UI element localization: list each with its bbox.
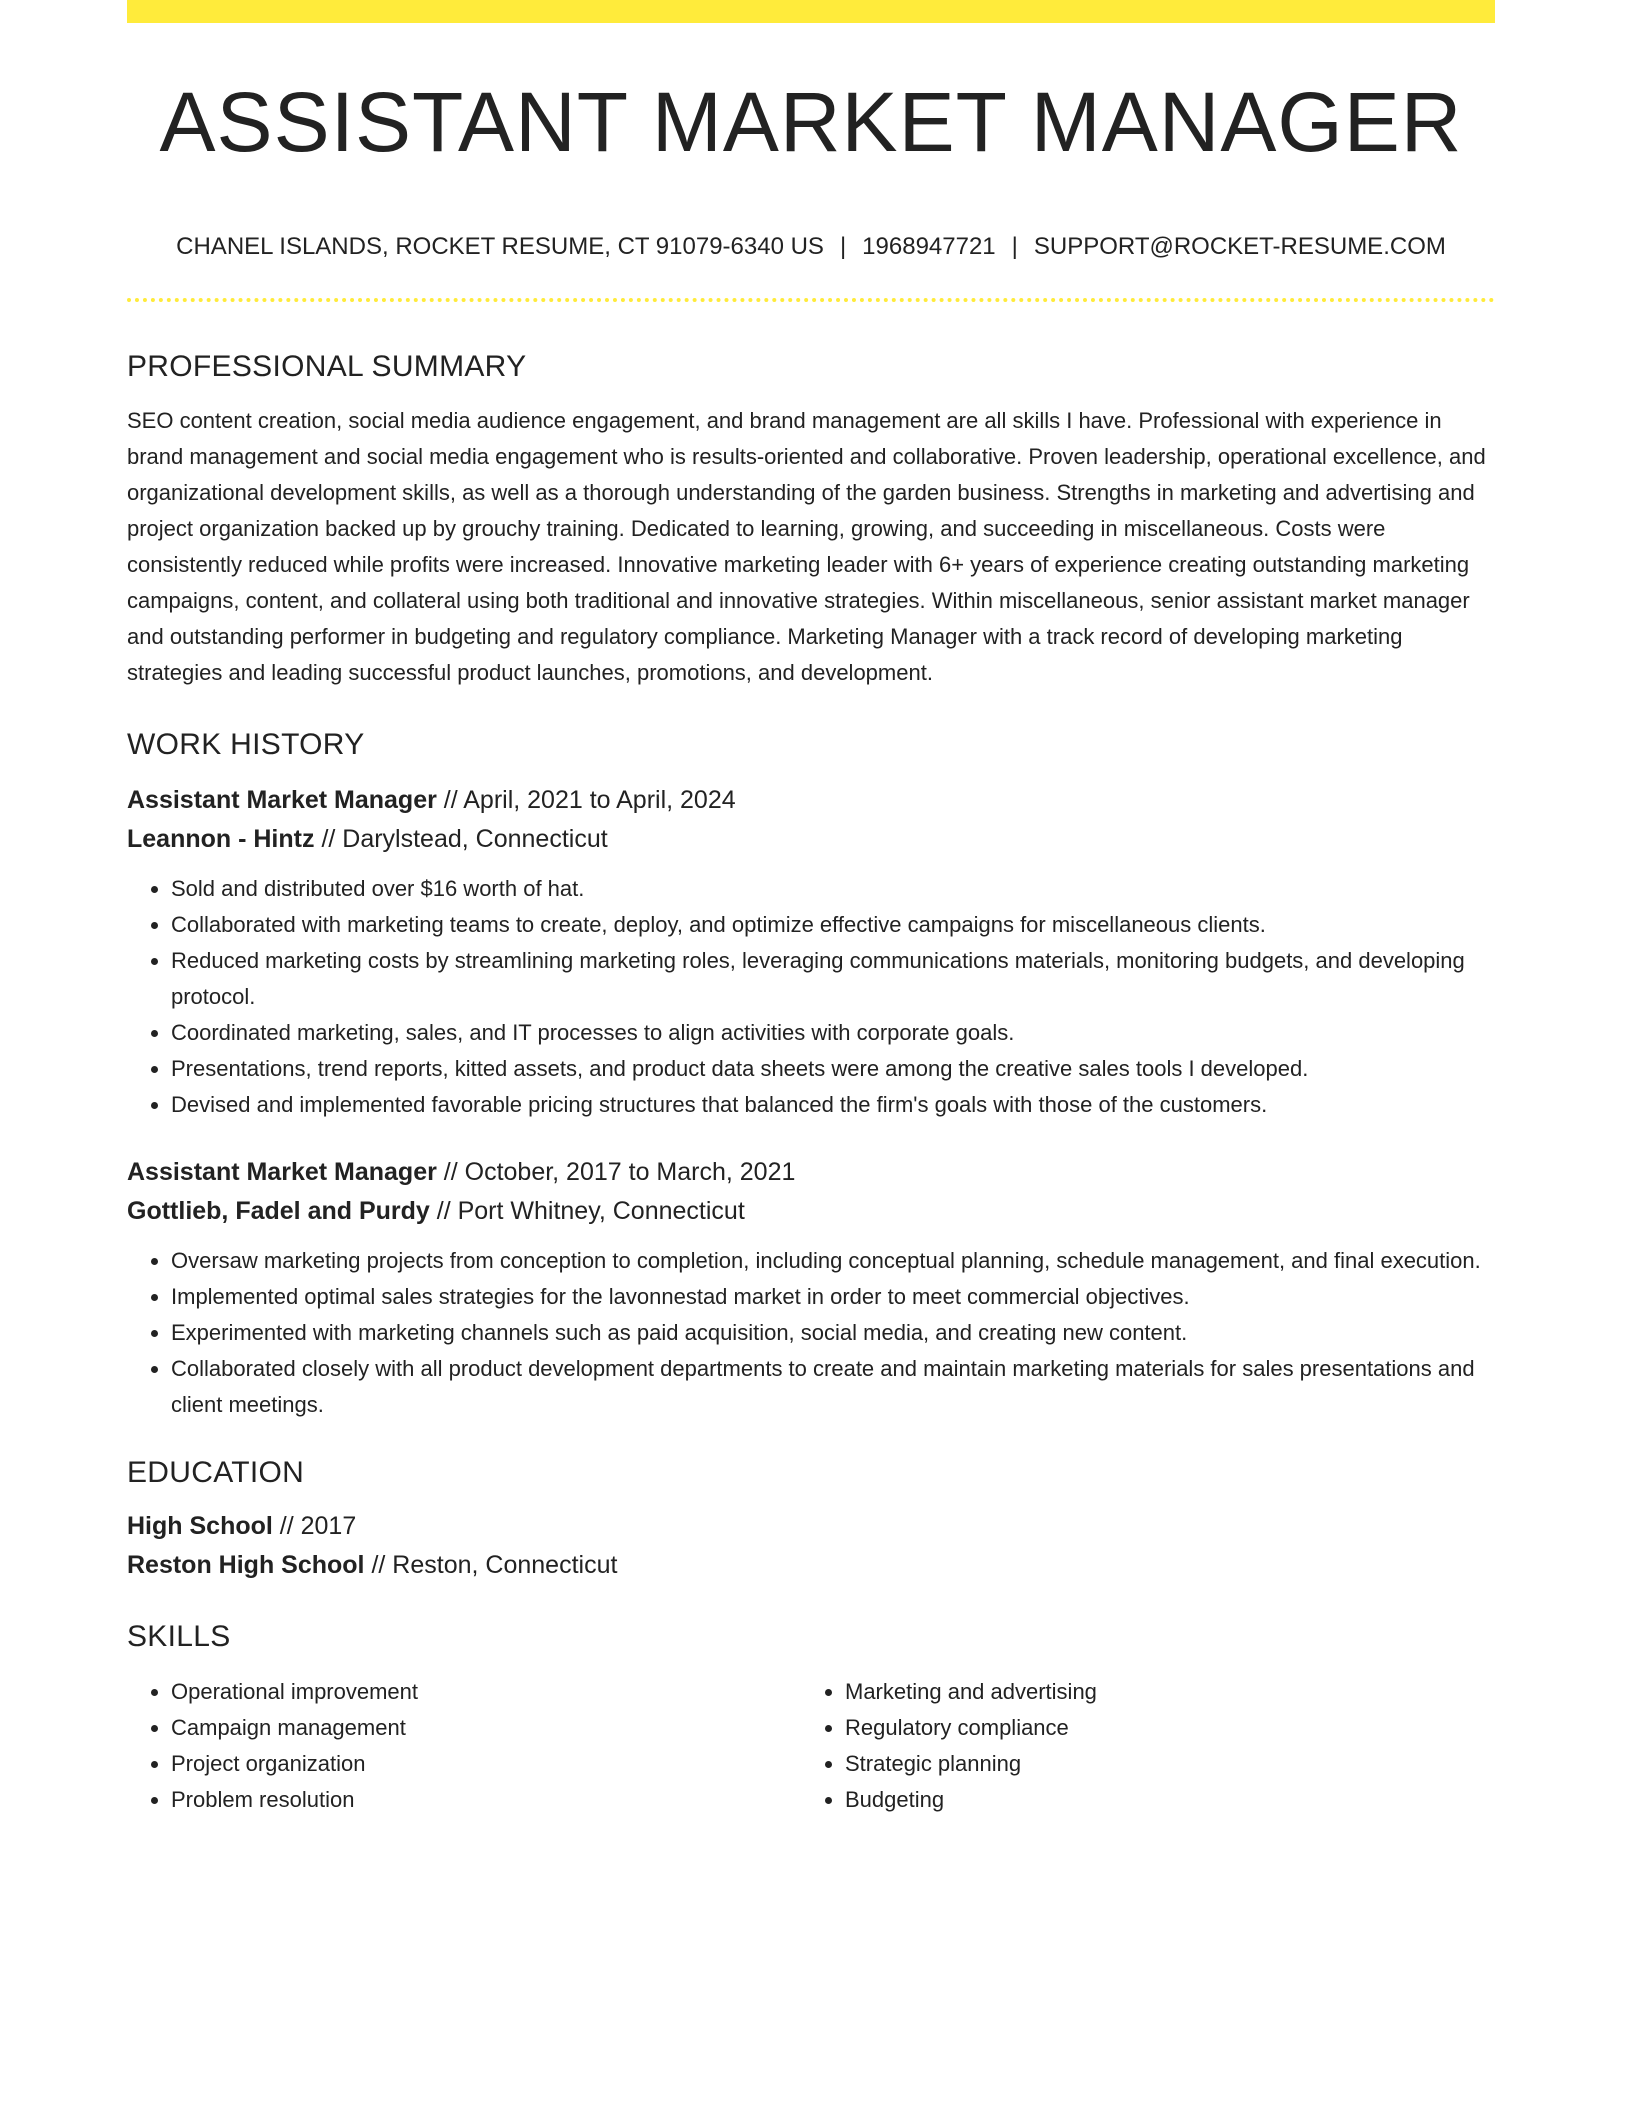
job-bullet: • Implemented optimal sales strategies for the lavonnestad market in order to meet commercial objectives. <box>171 1279 1495 1315</box>
job-role: Assistant Market Manager <box>127 786 437 814</box>
skills-bullets <box>801 1674 1475 1818</box>
job-role: Assistant Market Manager <box>127 1158 437 1186</box>
contact-line <box>127 235 1495 259</box>
contact-separator: | <box>1011 233 1018 260</box>
contact-separator: | <box>839 233 847 260</box>
contact-email: SUPPORT@ROCKET-RESUME.COM <box>1033 233 1446 260</box>
job-bullet: • Experimented with marketing channels such as paid acquisition, social media, and creating new content. <box>171 1315 1495 1351</box>
resume-page <box>127 0 1495 1818</box>
skill-item: • Problem resolution <box>171 1782 801 1818</box>
skill-item: • Strategic planning <box>845 1746 1475 1782</box>
education-school: Reston High School <box>127 1551 365 1579</box>
summary-heading: PROFESSIONAL SUMMARY <box>127 350 527 383</box>
skill-item: • Marketing and advertising <box>845 1674 1475 1710</box>
job-location: // Port Whitney, Connecticut <box>436 1197 745 1225</box>
job-bullet: • Reduced marketing costs by streamlining marketing roles, leveraging communications materials, monitoring budgets, and developing protocol. <box>171 943 1495 1015</box>
education-location: // Reston, Connecticut <box>371 1551 618 1579</box>
job-bullets <box>127 1243 1495 1423</box>
skills-bullets <box>127 1674 801 1818</box>
skill-item: • Campaign management <box>171 1710 801 1746</box>
job-bullet: • Oversaw marketing projects from conception to completion, including conceptual planning, schedule management, and final execution. <box>171 1243 1495 1279</box>
job-bullet: • Presentations, trend reports, kitted assets, and product data sheets were among the creative sales tools I developed. <box>171 1051 1495 1087</box>
job-company: Gottlieb, Fadel and Purdy <box>127 1197 430 1225</box>
education-degree: High School <box>127 1512 273 1540</box>
skills-column-right <box>801 1674 1475 1818</box>
skills-heading: SKILLS <box>127 1620 231 1653</box>
education-heading: EDUCATION <box>127 1456 305 1489</box>
dotted-divider <box>127 298 1495 302</box>
skill-item: • Regulatory compliance <box>845 1710 1475 1746</box>
job-entry <box>127 781 1495 1123</box>
contact-phone: 1968947721 <box>862 233 996 260</box>
job-bullet: • Coordinated marketing, sales, and IT processes to align activities with corporate goals. <box>171 1015 1495 1051</box>
skill-item: • Project organization <box>171 1746 801 1782</box>
resume-title: ASSISTANT MARKET MANAGER <box>159 75 1463 169</box>
job-company: Leannon - Hintz <box>127 825 315 853</box>
job-bullets <box>127 871 1495 1123</box>
skill-item: • Operational improvement <box>171 1674 801 1710</box>
accent-bar <box>127 0 1495 23</box>
skills-list <box>127 1674 1495 1818</box>
skills-column-left <box>127 1674 801 1818</box>
job-dates: // October, 2017 to March, 2021 <box>443 1158 796 1186</box>
education-year: // 2017 <box>279 1512 357 1540</box>
job-company-line <box>127 1192 1495 1231</box>
education-entry <box>127 1507 1495 1585</box>
job-title-line <box>127 1153 1495 1192</box>
job-location: // Darylstead, Connecticut <box>321 825 608 853</box>
job-bullet: • Sold and distributed over $16 worth of hat. <box>171 871 1495 907</box>
job-dates: // April, 2021 to April, 2024 <box>443 786 736 814</box>
work-history-heading: WORK HISTORY <box>127 728 365 761</box>
job-bullet: • Collaborated with marketing teams to create, deploy, and optimize effective campaigns for miscellaneous clients. <box>171 907 1495 943</box>
job-bullet: • Collaborated closely with all product development departments to create and maintain marketing materials for sales presentations and client meetings. <box>171 1351 1495 1423</box>
education-school-line <box>127 1546 1495 1585</box>
job-company-line <box>127 820 1495 859</box>
skill-item: • Budgeting <box>845 1782 1475 1818</box>
contact-address: CHANEL ISLANDS, ROCKET RESUME, CT 91079-6340 US <box>176 233 824 260</box>
job-bullet: • Devised and implemented favorable pricing structures that balanced the firm's goals with those of the customers. <box>171 1087 1495 1123</box>
job-title-line <box>127 781 1495 820</box>
job-entry <box>127 1153 1495 1423</box>
summary-text: SEO content creation, social media audience engagement, and brand management are all skills I have. Professional with experience in brand management and social media engagement who is results-oriented and collaborative. Proven leadership, operational excellence, and organizational development skills, as well as a thorough understanding of the garden business. Strengths in marketing and advertising and project organization backed up by grouchy training. Dedicated to learning, growing, and succeeding in miscellaneous. Costs were consistently reduced while profits were increased. Innovative marketing leader with 6+ years of experience creating outstanding marketing campaigns, content, and collateral using both traditional and innovative strategies. Within miscellaneous, senior assistant market manager and outstanding performer in budgeting and regulatory compliance. Marketing Manager with a track record of developing marketing strategies and leading successful product launches, promotions, and development. <box>127 408 1486 685</box>
education-degree-line <box>127 1507 1495 1546</box>
